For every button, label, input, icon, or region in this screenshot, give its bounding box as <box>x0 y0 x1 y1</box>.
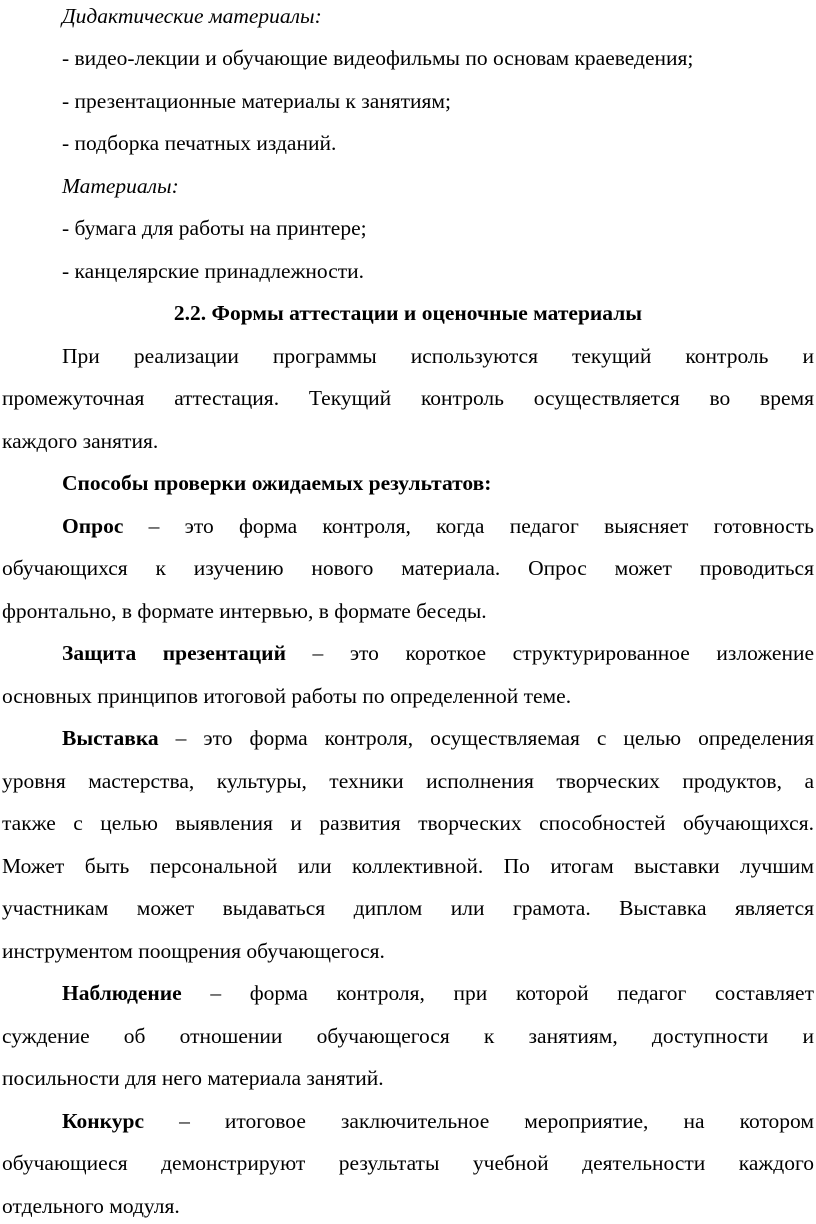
opros-term: Опрос <box>62 514 124 538</box>
konkurs-line: отдельного модуля. <box>2 1194 180 1218</box>
konkurs-line: обучающиеся демонстрируют результаты учебной деятельности каждого <box>2 1151 814 1175</box>
materials-item: - канцелярские принадлежности. <box>62 259 365 283</box>
nabludenie-first-line <box>62 983 814 1005</box>
didactic-item: - видео-лекции и обучающие видеофильмы по основам краеведения; <box>62 46 694 70</box>
vystavka-line: инструментом поощрения обучающегося. <box>2 939 385 963</box>
opros-first-line <box>62 516 814 538</box>
konkurs-term: Конкурс <box>62 1109 144 1133</box>
zashita-line: основных принципов итоговой работы по определенной теме. <box>2 684 572 708</box>
vystavka-line: также с целью выявления и развития творческих способностей обучающихся. <box>2 811 814 835</box>
zashita-definition-start: – это короткое структурированное изложение <box>285 641 814 665</box>
nabludenie-line: суждение об отношении обучающегося к занятиям, доступности и <box>2 1024 814 1048</box>
didactic-heading: Дидактические материалы: <box>62 4 322 28</box>
zashita-term: Защита презентаций <box>62 641 286 665</box>
intro-line: промежуточная аттестация. Текущий контроль осуществляется во время <box>2 386 814 410</box>
opros-line: обучающихся к изучению нового материала. Опрос может проводиться <box>2 556 814 580</box>
vystavka-definition-start: – это форма контроля, осуществляемая с целью определения <box>158 726 814 750</box>
nabludenie-term: Наблюдение <box>62 981 182 1005</box>
methods-heading: Способы проверки ожидаемых результатов: <box>62 471 492 495</box>
materials-heading: Материалы: <box>62 174 179 198</box>
section-title: 2.2. Формы аттестации и оценочные материалы <box>173 301 643 325</box>
intro-line: При реализации программы используются текущий контроль и <box>62 344 814 368</box>
nabludenie-definition-start: – форма контроля, при которой педагог составляет <box>181 981 814 1005</box>
konkurs-definition-start: – итоговое заключительное мероприятие, на котором <box>144 1109 814 1133</box>
nabludenie-line: посильности для него материала занятий. <box>2 1066 384 1090</box>
materials-item: - бумага для работы на принтере; <box>62 216 367 240</box>
opros-line: фронтально, в формате интервью, в формате беседы. <box>2 599 487 623</box>
opros-definition-start: – это форма контроля, когда педагог выясняет готовность <box>123 514 814 538</box>
vystavka-term: Выставка <box>62 726 159 750</box>
zashita-first-line <box>62 643 814 665</box>
vystavka-line: Может быть персональной или коллективной. По итогам выставки лучшим <box>2 854 814 878</box>
didactic-item: - подборка печатных изданий. <box>62 131 337 155</box>
vystavka-first-line <box>62 728 814 750</box>
konkurs-first-line <box>62 1111 814 1133</box>
vystavka-line: уровня мастерства, культуры, техники исполнения творческих продуктов, а <box>2 769 814 793</box>
vystavka-line: участникам может выдаваться диплом или грамота. Выставка является <box>2 896 814 920</box>
didactic-item: - презентационные материалы к занятиям; <box>62 89 452 113</box>
intro-line: каждого занятия. <box>2 429 159 453</box>
